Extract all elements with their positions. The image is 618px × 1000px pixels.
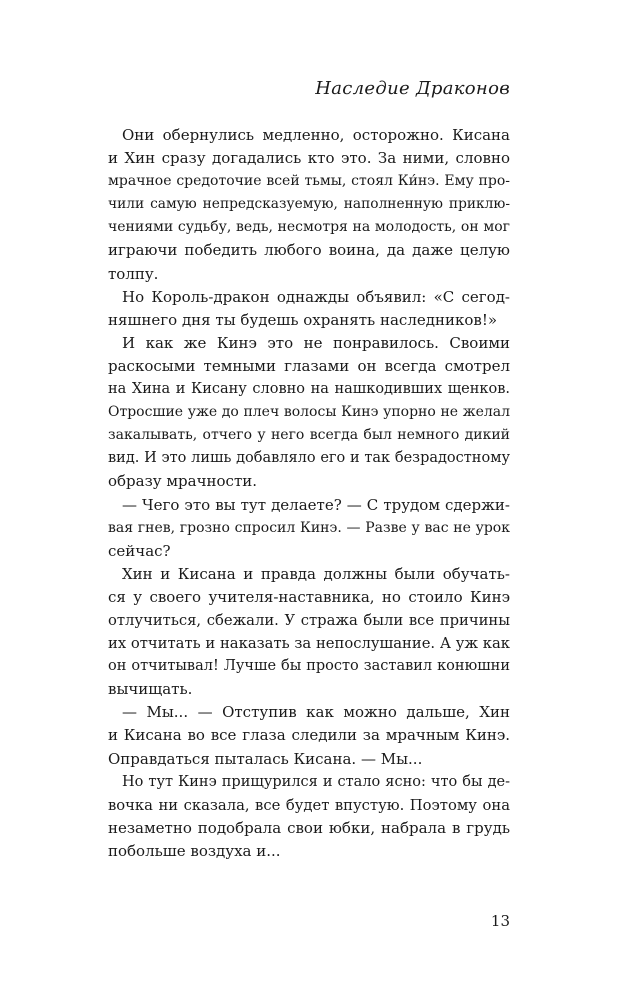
text-line: образу мрачности. — [108, 472, 258, 491]
text-line: Но Король-дракон однажды объявил: «С сегод- — [122, 287, 510, 306]
text-line: играючи победить любого воина, да даже целую — [108, 241, 510, 260]
text-line: закалывать, отчего у него всегда был немного дикий — [108, 427, 510, 444]
text-line: их отчитать и наказать за непослушание. А уж как — [108, 635, 510, 653]
text-line: вочка ни сказала, все будет впустую. Поэтому она — [108, 796, 510, 814]
text-line: ся у своего учителя-наставника, но стоило Кинэ — [108, 587, 510, 606]
text-line: — Мы... — Отступив как можно дальше, Хин — [122, 703, 510, 722]
text-line: Отросшие уже до плеч волосы Кинэ упорно не желал — [108, 404, 510, 421]
text-line: побольше воздуха и... — [108, 841, 281, 860]
text-line: раскосыми темными глазами он всегда смотрел — [108, 356, 510, 375]
text-line: И как же Кинэ это не понравилось. Своими — [122, 333, 510, 352]
text-line: незаметно подобрала свои юбки, набрала в грудь — [108, 818, 510, 837]
text-line: вид. И это лишь добавляло его и так безрадостному — [108, 450, 510, 467]
text-line: он отчитывал! Лучше бы просто заставил конюшни — [108, 658, 510, 675]
text-line: вычищать. — [108, 680, 193, 699]
text-line: — Чего это вы тут делаете? — С трудом сдержи- — [122, 495, 510, 514]
running-header: Наследие Драконов — [315, 78, 510, 99]
text-line: Они обернулись медленно, осторожно. Кисана — [122, 126, 510, 144]
text-line: отлучиться, сбежали. У стража были все причины — [108, 611, 510, 629]
text-line: и Кисана во все глаза следили за мрачным Кинэ. — [108, 726, 510, 745]
text-line: вая гнев, грозно спросил Кинэ. — Разве у вас не урок — [108, 519, 510, 536]
text-line: няшнего дня ты будешь охранять наследников!» — [108, 310, 498, 329]
text-line: толпу. — [108, 264, 159, 283]
text-line: мрачное средоточие всей тьмы, стоял Ки́нэ. Ему про- — [108, 173, 510, 190]
text-line: Хин и Кисана и правда должны были обучать- — [122, 564, 510, 583]
text-line: на Хина и Кисану словно на нашкодивших щенков. — [108, 381, 510, 398]
text-line: Но тут Кинэ прищурился и стало ясно: что бы де- — [122, 773, 510, 790]
text-line: и Хин сразу догадались кто это. За ними, словно — [108, 149, 510, 168]
page-number: 13 — [490, 912, 510, 930]
text-line: Оправдаться пыталась Кисана. — Мы... — [108, 749, 423, 768]
text-line: чениями судьбу, ведь, несмотря на молодость, он мог — [108, 219, 510, 236]
body-text — [108, 124, 510, 863]
text-line: чили самую непредсказуемую, наполненную приклю- — [108, 196, 510, 213]
text-line: сейчас? — [108, 541, 171, 560]
